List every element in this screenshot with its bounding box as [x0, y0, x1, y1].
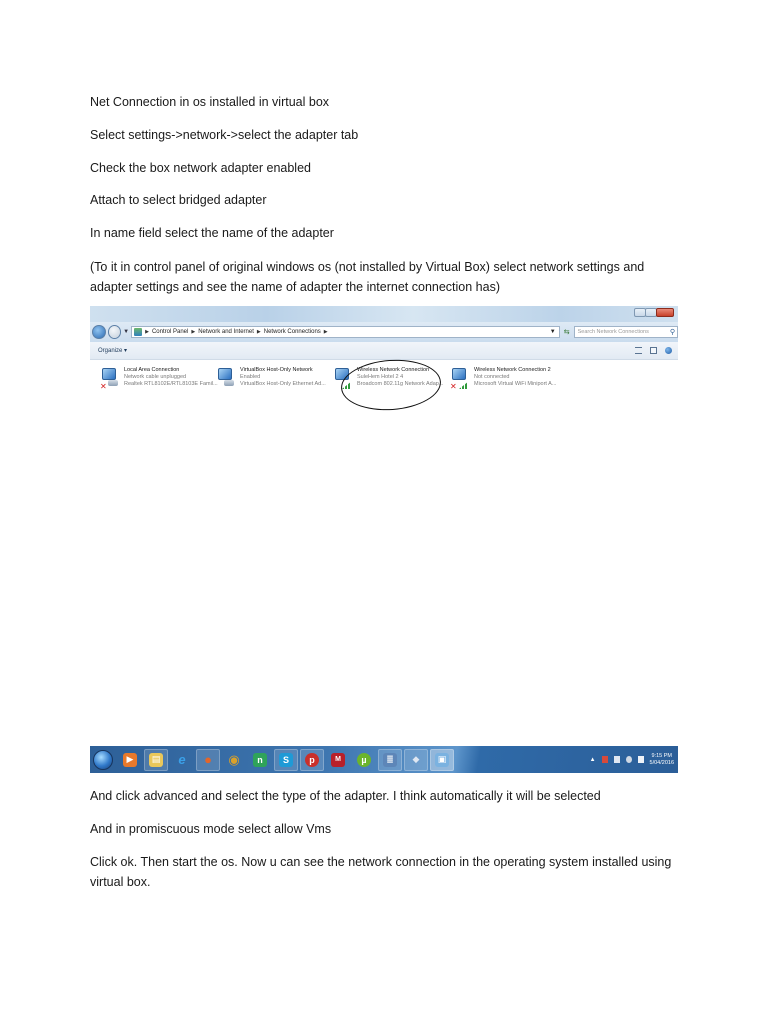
back-button[interactable]: [92, 325, 106, 339]
doc-heading: Net Connection in os installed in virtual box: [90, 95, 330, 109]
window-controls: [635, 308, 674, 317]
taskbar-p-app[interactable]: [300, 749, 324, 771]
doc-step-finish: Click ok. Then start the os. Now u can see the network connection in the operating system installed using virtual box.: [90, 855, 672, 889]
taskbar-virtualbox[interactable]: [404, 749, 428, 771]
mcafee-shield-icon: M: [331, 753, 345, 767]
taskbar-file-explorer[interactable]: [144, 749, 168, 771]
p-app-icon: p: [305, 753, 319, 767]
taskbar-utorrent[interactable]: [352, 749, 376, 771]
taskbar-n-app[interactable]: [248, 749, 272, 771]
wireless-network-icon: [450, 368, 468, 390]
network-connections-icon: ▣: [435, 753, 449, 767]
connections-list: [90, 360, 678, 746]
preview-pane-icon[interactable]: [650, 347, 657, 354]
taskbar-mcafee[interactable]: [326, 749, 350, 771]
document-icon: ≣: [383, 753, 397, 767]
chevron-right-icon: ▶: [191, 329, 196, 335]
history-dropdown-icon[interactable]: ▼: [123, 329, 130, 335]
doc-step-name: In name field select the name of the adapter: [90, 226, 334, 240]
connection-item[interactable]: [92, 366, 218, 396]
doc-step-attach: Attach to select bridged adapter: [90, 193, 267, 207]
refresh-icon[interactable]: ⇆: [563, 329, 570, 336]
connection-status: SuleHem Hotel 2 4: [357, 374, 404, 380]
taskbar-document[interactable]: [378, 749, 402, 771]
connection-status: Enabled: [240, 374, 261, 380]
chevron-right-icon: ▶: [256, 329, 261, 335]
taskbar-firefox[interactable]: [196, 749, 220, 771]
skype-icon: S: [279, 753, 293, 767]
disconnected-icon: ✕: [450, 382, 457, 391]
show-hidden-icons-icon[interactable]: ▲: [589, 756, 596, 763]
chevron-right-icon: ▶: [145, 329, 149, 335]
breadcrumb-network-internet[interactable]: Network and Internet: [198, 329, 254, 335]
clock-date: 5/04/2016: [649, 759, 674, 766]
address-bar[interactable]: [131, 326, 560, 338]
search-placeholder: Search Network Connections: [577, 329, 649, 335]
search-icon[interactable]: ⚲: [669, 329, 675, 336]
system-tray: [590, 753, 674, 767]
n-app-icon: n: [253, 753, 267, 767]
firefox-icon: ●: [204, 752, 212, 767]
virtualbox-icon: ◆: [412, 754, 420, 764]
help-icon[interactable]: [665, 347, 672, 354]
volume-icon[interactable]: [626, 756, 632, 763]
doc-step-advanced: And click advanced and select the type of the adapter. I think automatically it will be selected: [90, 789, 601, 803]
clock-time: 9:15 PM: [651, 752, 672, 759]
media-player-icon: ▶: [123, 753, 137, 767]
taskbar-network-connections[interactable]: [430, 749, 454, 771]
taskbar-internet-explorer[interactable]: [170, 749, 194, 771]
clock[interactable]: [650, 753, 674, 767]
forward-button[interactable]: [108, 325, 122, 339]
connection-device: VirtualBox Host-Only Ethernet Ad...: [240, 381, 326, 387]
chevron-right-icon: ▶: [323, 329, 328, 335]
control-panel-icon: [134, 328, 142, 336]
internet-explorer-icon: e: [178, 752, 186, 767]
connection-device: Microsoft Virtual WiFi Miniport A...: [474, 381, 557, 387]
change-view-icon[interactable]: [635, 347, 642, 354]
address-dropdown-icon[interactable]: ▼: [549, 329, 556, 335]
taskbar-skype[interactable]: [274, 749, 298, 771]
breadcrumb-network-connections[interactable]: Network Connections: [263, 329, 321, 335]
command-bar: [90, 342, 678, 360]
connection-device: Realtek RTL8102E/RTL8103E Famil...: [124, 381, 218, 387]
disconnected-icon: ✕: [100, 382, 107, 391]
wired-network-icon: [100, 368, 118, 390]
connection-status: Network cable unplugged: [124, 374, 187, 380]
connection-name: Wireless Network Connection: [357, 367, 430, 373]
connection-device: Broadcom 802.11g Network Adap...: [357, 381, 444, 387]
taskbar-chrome[interactable]: [222, 749, 246, 771]
breadcrumb-control-panel[interactable]: Control Panel: [151, 329, 189, 335]
flag-icon[interactable]: [602, 756, 608, 763]
wired-network-icon: [216, 368, 234, 390]
windows-taskbar: [90, 746, 678, 773]
connection-item[interactable]: [208, 366, 326, 396]
doc-step-settings: Select settings->network->select the adapter tab: [90, 128, 359, 142]
organize-menu[interactable]: Organize ▾: [98, 348, 128, 354]
doc-step-promiscuous: And in promiscuous mode select allow Vms: [90, 822, 332, 836]
doc-note: (To it in control panel of original windows os (not installed by Virtual Box) select network settings and adapter settings and see the name of adapter the internet connection has): [90, 260, 645, 294]
window-titlebar: [90, 306, 678, 322]
taskbar-media-player[interactable]: [118, 749, 142, 771]
start-button[interactable]: [93, 750, 113, 770]
folder-icon: ▤: [149, 753, 163, 767]
connection-name: Local Area Connection: [124, 367, 180, 373]
connection-name: VirtualBox Host-Only Network: [240, 367, 313, 373]
network-tray-icon[interactable]: [638, 756, 644, 763]
search-input[interactable]: [574, 326, 678, 338]
connection-item[interactable]: [442, 366, 557, 396]
power-icon[interactable]: [614, 756, 620, 763]
navigation-bar: [90, 322, 678, 342]
connection-status: Not connected: [474, 374, 510, 380]
doc-step-enable: Check the box network adapter enabled: [90, 161, 311, 175]
connection-name: Wireless Network Connection 2: [474, 367, 551, 373]
chrome-icon: ◉: [228, 751, 240, 767]
close-button[interactable]: [656, 308, 674, 317]
embedded-screenshot: [90, 306, 678, 773]
utorrent-icon: µ: [357, 753, 371, 767]
